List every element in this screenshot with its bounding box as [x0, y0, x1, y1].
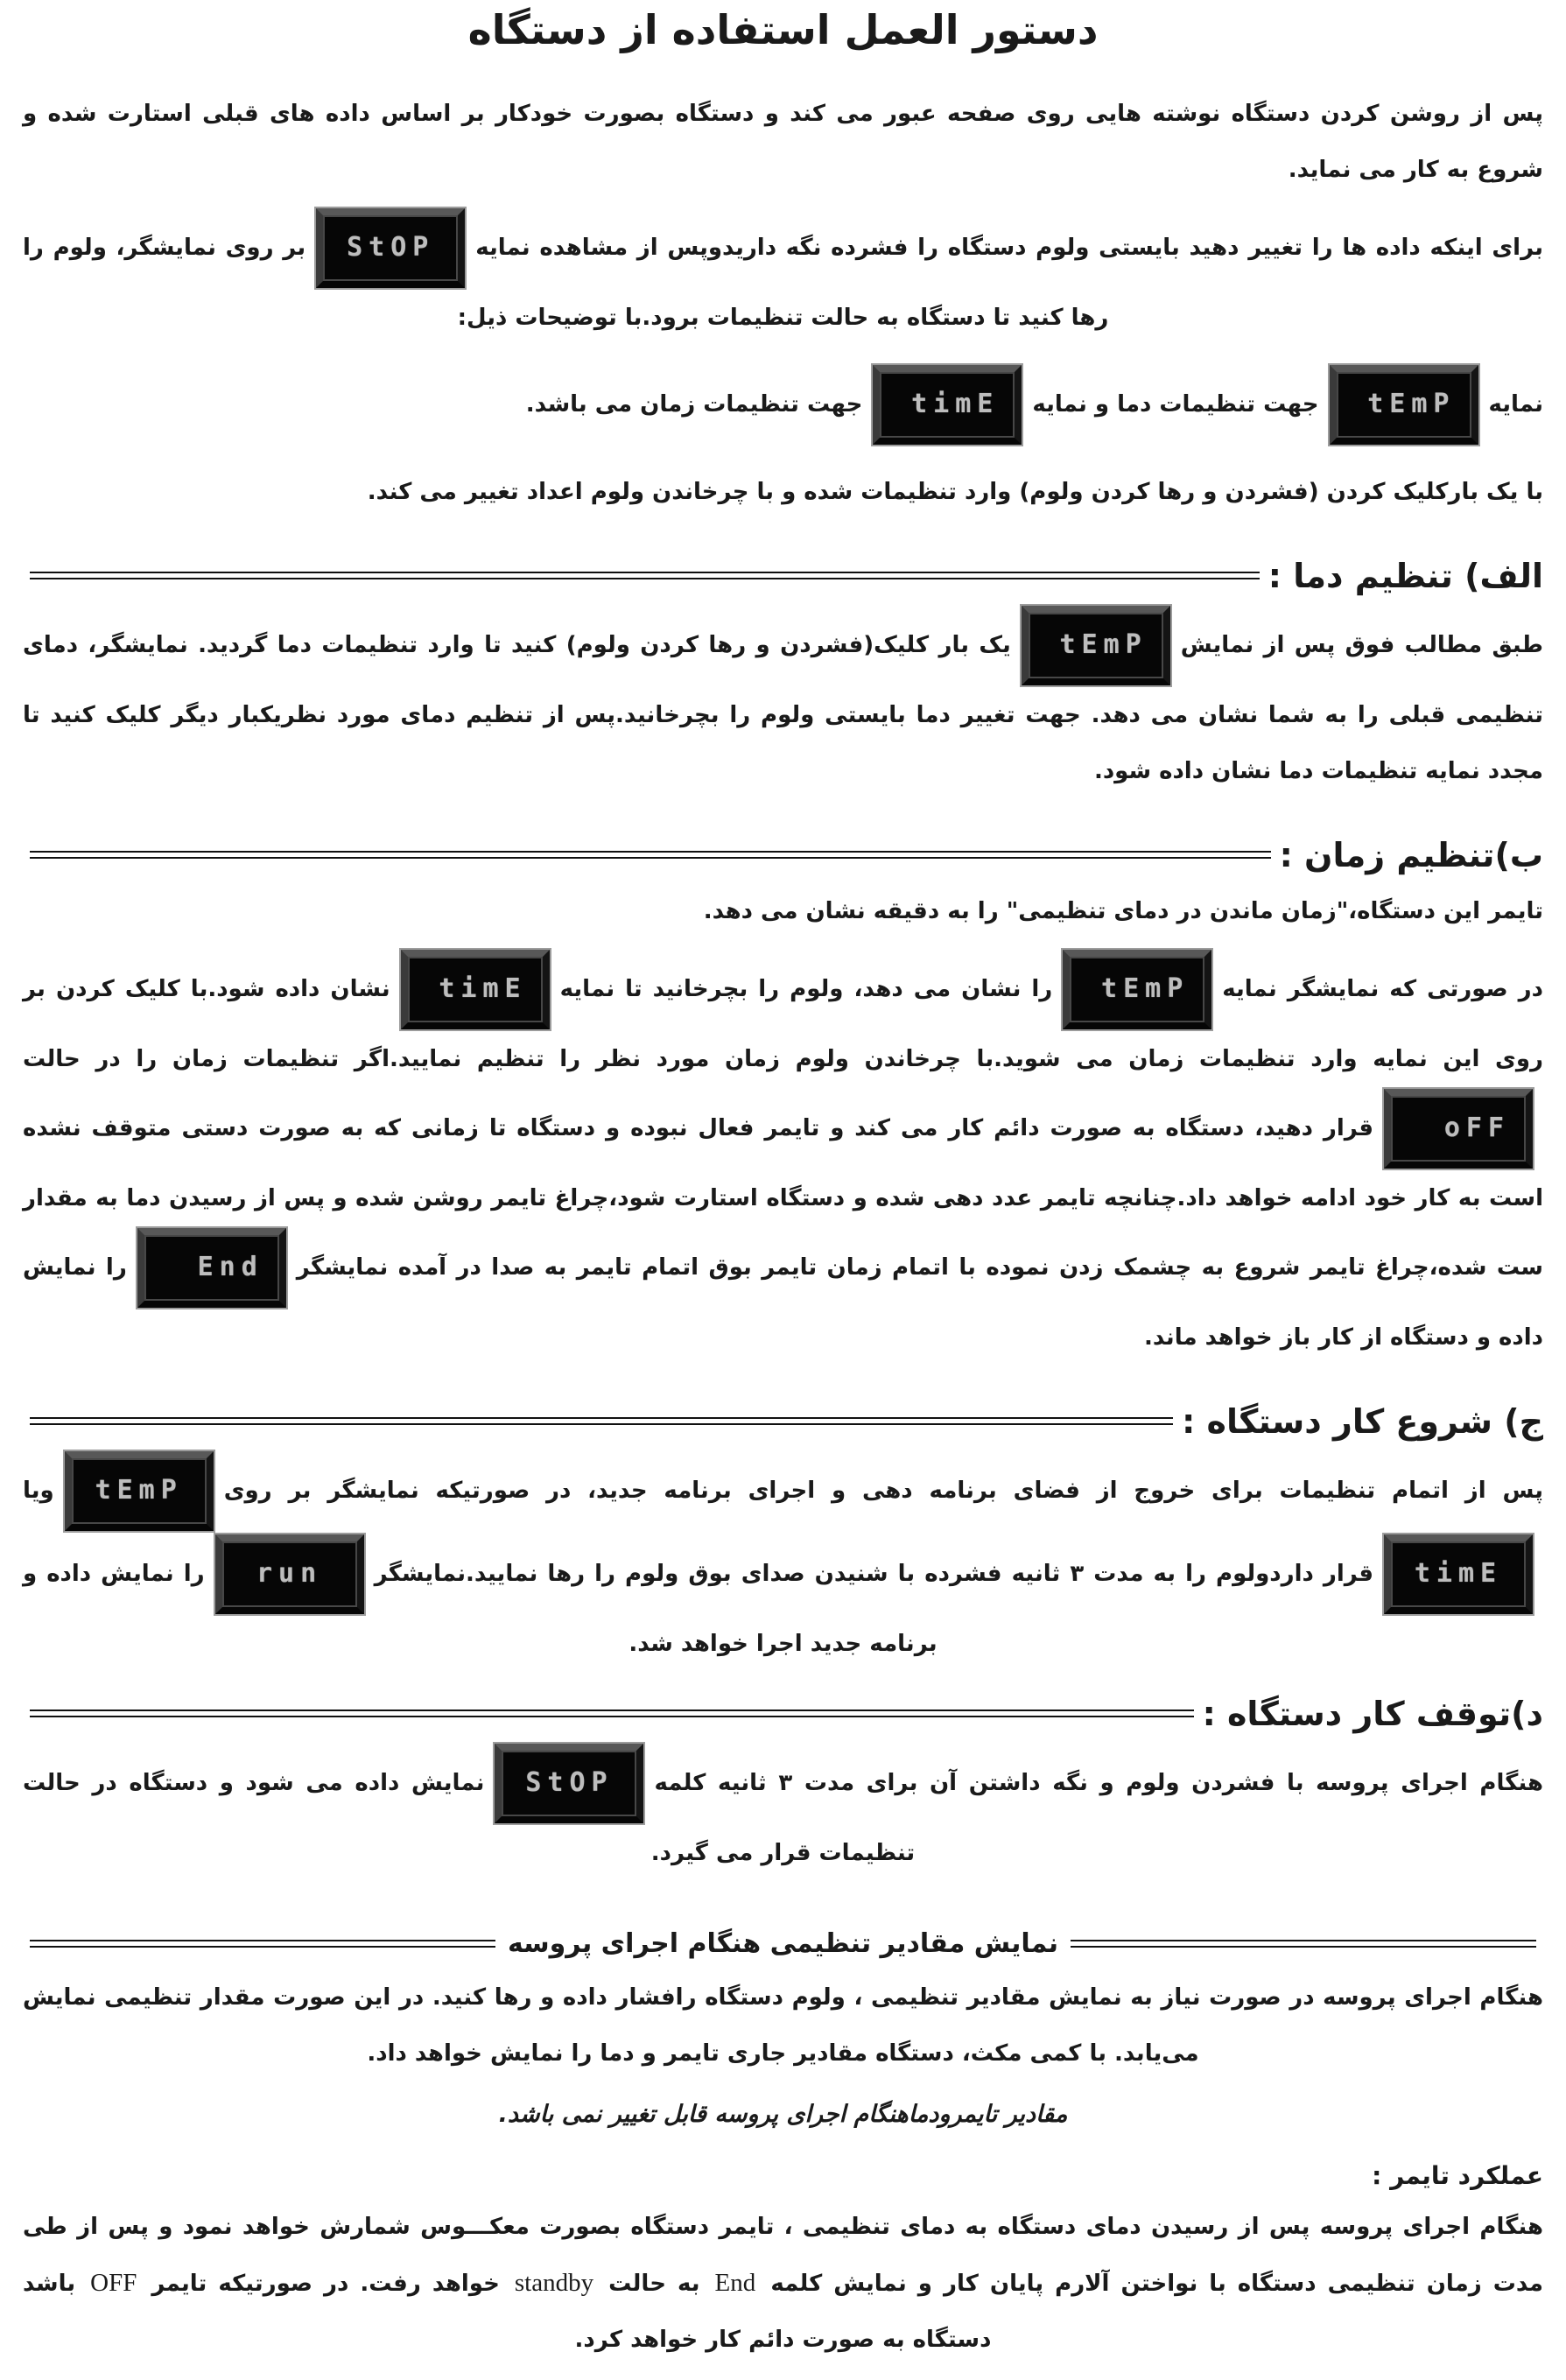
intro-paragraph: پس از روشن کردن دستگاه نوشته هایی روی صفحه عبور می کند و دستگاه بصورت خودکار بر اساس داده های قبلی استارت شده و شروع به کار می نماید.: [23, 100, 1543, 183]
led-display-temp: [1063, 950, 1211, 1029]
section-title: ب)تنظیم زمان :: [1279, 835, 1543, 874]
section-rule: [30, 1417, 1173, 1425]
led-display-time: [401, 950, 550, 1029]
led-temp-text: tEmP: [1059, 628, 1148, 660]
section-rule: [30, 1710, 1194, 1717]
word-end: End: [714, 2268, 756, 2297]
text-segment: جهت تنظیمات دما و نمایه: [1032, 390, 1319, 418]
section-heading-time: [23, 836, 1543, 874]
led-display-end: [137, 1228, 286, 1308]
led-time-text: timE: [1414, 1557, 1503, 1589]
led-display-run: [215, 1534, 364, 1614]
text-segment: برای اینکه داده ها را تغییر دهید بایستی ولوم دستگاه را فشرده نگه داریدوپس از مشاهده نمایه: [475, 234, 1544, 261]
led-display-stop: [316, 208, 465, 288]
timer-description-paragraph: تایمر این دستگاه،"زمان ماندن در دمای تنظیمی" را به دقیقه نشان می دهد.: [703, 897, 1543, 924]
text-segment: را نمایش داده و دستگاه از کار باز خواهد ماند.: [23, 1253, 1543, 1351]
text-segment: قرار دهید، دستگاه به صورت دائم کار می کند و تایمر فعال نبوده و دستگاه تا زمانی که به صورت دستی متوقف نشده است به کار خود ادامه خواهد داد.چنانچه تایمر عدد دهی شده و دستگاه استارت شود،چراغ تایمر روشن شده و پس از رسیدن دما به مقدار ست شده،چراغ تایمر شروع به چشمک زدن نموده با اتمام زمان تایمر بوق اتمام تایمر به صدا در آمده نمایشگر: [23, 1114, 1543, 1281]
temperature-setting-paragraph: [23, 604, 1543, 799]
led-display-time: [873, 365, 1022, 445]
stop-device-paragraph: [23, 1742, 1543, 1881]
led-display-temp: [1022, 606, 1170, 685]
text-segment: طبق مطالب فوق پس از نمایش: [1180, 631, 1543, 658]
text-segment: نمایش داده می شود و دستگاه در حالت تنظیمات قرار می گیرد.: [23, 1769, 916, 1866]
text-segment: را نشان می دهد، ولوم را بچرخانید تا نمایه: [559, 975, 1053, 1002]
press-hold-paragraph: [23, 207, 1543, 346]
start-device-paragraph: [23, 1450, 1543, 1672]
legend-paragraph: [23, 363, 1543, 446]
click-instruction-paragraph: با یک بارکلیک کردن (فشردن و رها کردن ولوم) وارد تنظیمات شده و با چرخاندن ولوم اعداد تغییر می کند.: [367, 478, 1543, 505]
text-segment: خواهد رفت. در صورتیکه تایمر: [151, 2270, 500, 2297]
led-display-stop: [495, 1744, 643, 1823]
values-display-heading: [23, 1928, 1543, 1959]
led-temp-text: tEmP: [1101, 972, 1190, 1004]
section-rule: [1071, 1940, 1536, 1948]
led-stop-text: StOP: [525, 1766, 614, 1798]
values-note: مقادیر تایمرودماهنگام اجرای پروسه قابل تغییر نمی باشد.: [498, 2100, 1068, 2128]
timer-function-heading: عملکرد تایمر :: [1372, 2160, 1543, 2190]
section-rule: [30, 1940, 495, 1948]
section-heading-start: [23, 1402, 1543, 1441]
text-segment: هنگام اجرای پروسه پس از رسیدن دمای دستگاه به دمای تنظیمی ، تایمر دستگاه بصورت معکـــوس شمارش خواهد نمود و پس از طی مدت زمان تنظیمی دستگاه با نواختن آلارم پایان کار و نمایش کلمه: [23, 2213, 1543, 2297]
text-segment: به حالت: [608, 2270, 700, 2297]
word-off: OFF: [90, 2268, 137, 2297]
led-time-text: timE: [911, 388, 1000, 419]
led-temp-text: tEmP: [95, 1474, 183, 1506]
word-standby: standby: [514, 2268, 594, 2297]
led-display-temp: [1330, 365, 1478, 445]
values-display-paragraph: هنگام اجرای پروسه در صورت نیاز به نمایش مقادیر تنظیمی ، ولوم دستگاه رافشار داده و رها کنید. در این صورت مقدار تنظیمی نمایش می‌یابد. با کمی مکث، دستگاه مقادیر جاری تایمر و دما را نمایش خواهد داد.: [23, 1983, 1543, 2067]
section-title: نمایش مقادیر تنظیمی هنگام اجرای پروسه: [507, 1927, 1059, 1959]
text-segment: پس از اتمام تنظیمات برای خروج از فضای برنامه دهی و اجرای برنامه جدید، در صورتیکه نمایشگر بر روی: [223, 1477, 1543, 1504]
led-display-time: [1384, 1534, 1533, 1614]
text-segment: ویا: [23, 1477, 54, 1504]
text-segment: یک بار کلیک(فشردن و رها کردن ولوم) کنید تا وارد تنظیمات دما گردید. نمایشگر، دمای تنظیمی قبلی را به شما نشان می دهد. جهت تغییر دما بایستی ولوم را بچرخانید.پس از تنظیم دمای مورد نظریکبار دیگر کلیک کنید تا مجدد نمایه تنظیمات دما نشان داده شود.: [23, 631, 1543, 784]
led-temp-text: tEmP: [1367, 388, 1456, 419]
time-setting-paragraph: [23, 948, 1543, 1366]
led-display-temp: [65, 1451, 214, 1531]
section-rule: [30, 851, 1271, 859]
led-end-text: End: [197, 1251, 263, 1282]
page-title: دستور العمل استفاده از دستگاه: [467, 6, 1099, 53]
section-rule: [30, 572, 1260, 579]
text-segment: باشد دستگاه به صورت دائم کار خواهد کرد.: [23, 2270, 992, 2353]
text-segment: نمایه: [1488, 390, 1543, 418]
section-title: الف) تنظیم دما :: [1268, 556, 1543, 595]
section-heading-temperature: [23, 557, 1543, 595]
section-title: د)توقف کار دستگاه :: [1202, 1694, 1543, 1733]
led-time-text: timE: [439, 972, 527, 1004]
led-display-off: [1384, 1089, 1533, 1169]
led-stop-text: StOP: [347, 231, 435, 263]
text-segment: بر روی نمایشگر، ولوم را رها کنید تا دستگاه به حالت تنظیمات برود.با توضیحات ذیل:: [23, 234, 1109, 331]
section-heading-stop: [23, 1695, 1543, 1733]
text-segment: هنگام اجرای پروسه با فشردن ولوم و نگه داشتن آن برای مدت ۳ ثانیه کلمه: [654, 1769, 1543, 1796]
led-run-text: run: [256, 1557, 323, 1589]
text-segment: نشان داده شود.با کلیک کردن بر روی این نمایه وارد تنظیمات زمان می شوید.با چرخاندن ولوم زمان مورد نظر را تنظیم نمایید.اگر تنظیمات زمان را در حالت: [23, 975, 1543, 1072]
text-segment: قرار داردولوم را به مدت ۳ ثانیه فشرده با شنیدن صدای بوق ولوم را رها نمایید.نمایشگر: [374, 1560, 1373, 1587]
section-title: ج) شروع کار دستگاه :: [1182, 1401, 1543, 1441]
text-segment: جهت تنظیمات زمان می باشد.: [525, 390, 863, 418]
text-segment: در صورتی که نمایشگر نمایه: [1222, 975, 1543, 1002]
timer-function-paragraph: [23, 2199, 1543, 2368]
text-segment: را نمایش داده و برنامه جدید اجرا خواهد شد.: [23, 1560, 937, 1657]
led-off-text: oFF: [1443, 1112, 1510, 1143]
